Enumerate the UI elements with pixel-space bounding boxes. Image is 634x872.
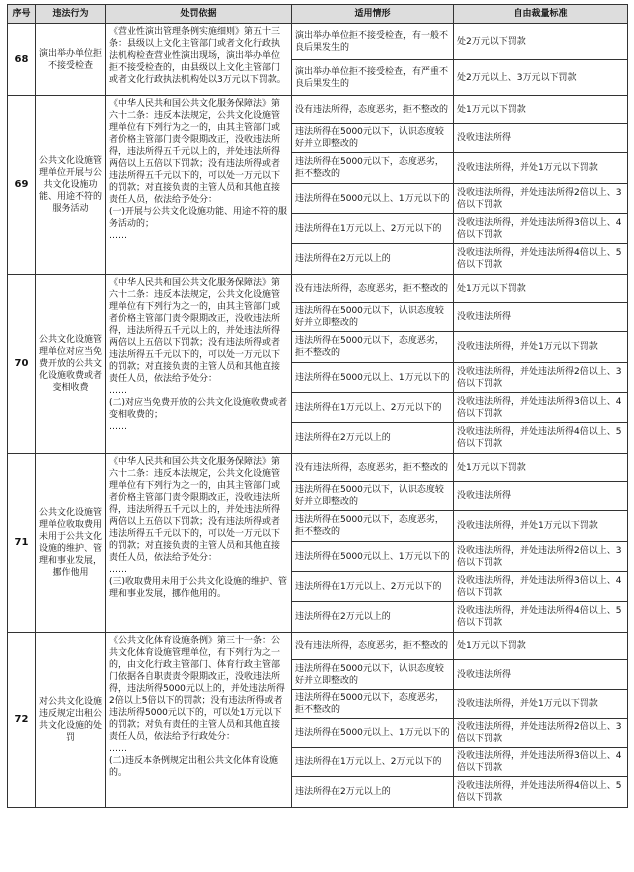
standard-cell: 处1万元以下罚款 xyxy=(454,633,628,660)
table-row xyxy=(8,96,628,124)
standard-cell: 没收违法所得，并处1万元以下罚款 xyxy=(454,332,628,363)
standard-cell: 没收违法所得，并处违法所得2倍以上、3倍以下罚款 xyxy=(454,542,628,572)
standard-cell: 没收违法所得 xyxy=(454,124,628,153)
situation-cell: 没有违法所得，态度恶劣，拒不整改的 xyxy=(292,454,454,482)
standard-cell: 没收违法所得，并处1万元以下罚款 xyxy=(454,153,628,184)
situation-cell: 违法所得在1万元以上、2万元以下的 xyxy=(292,748,454,777)
situation-cell: 演出举办单位拒不接受检查，有严重不良后果发生的 xyxy=(292,60,454,96)
standard-cell: 没收违法所得，并处违法所得4倍以上、5倍以下罚款 xyxy=(454,602,628,633)
legal-basis-cell xyxy=(106,24,292,96)
legal-basis-cell xyxy=(106,275,292,454)
legal-basis-paragraph: 《中华人民共和国公共文化服务保障法》第六十二条：违反本法规定，公共文化设施管理单位有下列行为之一的，由其主管部门或者价格主管部门责令限期改正，没收违法所得，违法所得五千元以上的，并处违法所得两倍以上五倍以下罚款；没有违法所得或者违法所得五千元以下的，可以处一万元以下的罚款；对直接负责的主管人员和其他直接责任人员，依法给予处分： xyxy=(109,99,281,205)
standard-cell: 处1万元以下罚款 xyxy=(454,275,628,303)
situation-cell: 违法所得在2万元以上的 xyxy=(292,602,454,633)
legal-basis-cell xyxy=(106,454,292,633)
situation-cell: 违法所得在5000元以上、1万元以下的 xyxy=(292,719,454,748)
standard-cell: 没收违法所得 xyxy=(454,660,628,690)
violation-cell: 公共文化设施管理单位开展与公共文化设施功能、用途不符的服务活动 xyxy=(36,96,106,275)
violation-cell: 对公共文化设施违反规定出租公共文化设施的处罚 xyxy=(36,633,106,808)
situation-cell: 没有违法所得，态度恶劣，拒不整改的 xyxy=(292,96,454,124)
standard-cell: 没收违法所得，并处违法所得2倍以上、3倍以下罚款 xyxy=(454,363,628,393)
situation-cell: 违法所得在5000元以下，认识态度较好并立即整改的 xyxy=(292,482,454,511)
legal-basis-paragraph: 《中华人民共和国公共文化服务保障法》第六十二条：违反本法规定，公共文化设施管理单位有下列行为之一的，由其主管部门或者价格主管部门责令限期改正，没收违法所得，违法所得五千元以上的，并处违法所得两倍以上五倍以下罚款；没有违法所得或者违法所得五千元以下的，可以处一万元以下的罚款；对直接负责的主管人员和其他直接责任人员，依法给予处分： xyxy=(109,278,281,384)
legal-basis-paragraph: …… xyxy=(109,565,127,575)
situation-cell: 违法所得在5000元以下，态度恶劣，拒不整改的 xyxy=(292,690,454,719)
standard-cell: 没收违法所得，并处违法所得2倍以上、3倍以下罚款 xyxy=(454,719,628,748)
legal-basis-cell xyxy=(106,96,292,275)
table-header-row xyxy=(8,5,628,24)
situation-cell: 违法所得在5000元以下，态度恶劣，拒不整改的 xyxy=(292,332,454,363)
row-number: 68 xyxy=(8,24,36,96)
header-legal-basis: 处罚依据 xyxy=(106,5,292,24)
standard-cell: 没收违法所得，并处违法所得3倍以上、4倍以下罚款 xyxy=(454,393,628,423)
table-body xyxy=(8,24,628,808)
penalty-standards-table xyxy=(7,4,628,808)
header-discretion-standard: 自由裁量标准 xyxy=(454,5,628,24)
header-serial-number: 序号 xyxy=(8,5,36,24)
legal-basis-paragraph: 《中华人民共和国公共文化服务保障法》第六十二条：违反本法规定，公共文化设施管理单位有下列行为之一的，由其主管部门或者价格主管部门责令限期改正，没收违法所得，违法所得五千元以上的，并处违法所得两倍以上五倍以下罚款；没有违法所得或者违法所得五千元以下的，可以处一万元以下的罚款；对直接负责的主管人员和其他直接责任人员，依法给予处分： xyxy=(109,457,281,563)
situation-cell: 违法所得在1万元以上、2万元以下的 xyxy=(292,572,454,602)
legal-basis-paragraph: …… xyxy=(109,744,127,754)
situation-cell: 违法所得在2万元以上的 xyxy=(292,777,454,808)
situation-cell: 违法所得在5000元以下，态度恶劣，拒不整改的 xyxy=(292,511,454,542)
table-row xyxy=(8,454,628,482)
row-number: 71 xyxy=(8,454,36,633)
legal-basis-paragraph: 《营业性演出管理条例实施细则》第五十三条：县级以上文化主管部门或者文化行政执法机构检查营业性演出现场，演出举办单位拒不接受检查的，由县级以上文化主管部门或者文化行政执法机构处以3万元以下罚款。 xyxy=(109,27,286,85)
situation-cell: 违法所得在2万元以上的 xyxy=(292,423,454,454)
situation-cell: 演出举办单位拒不接受检查，有一般不良后果发生的 xyxy=(292,24,454,60)
standard-cell: 没收违法所得，并处违法所得4倍以上、5倍以下罚款 xyxy=(454,244,628,275)
violation-cell: 公共文化设施管理单位对应当免费开放的公共文化设施收费或者变相收费 xyxy=(36,275,106,454)
situation-cell: 违法所得在5000元以下，态度恶劣，拒不整改的 xyxy=(292,153,454,184)
legal-basis-paragraph: 《公共文化体育设施条例》第三十一条：公共文化体育设施管理单位，有下列行为之一的，由文化行政主管部门、体育行政主管部门依据各自职责责令限期改正，没收违法所得，违法所得5000元以上的，并处违法所得2倍以上5倍以下的罚款；没有违法所得或者违法所得5000元以下的，可以处1万元以下的罚款；对负有责任的主管人员和其他直接责任人员，依法给予行政处分： xyxy=(109,636,285,742)
situation-cell: 违法所得在5000元以下，认识态度较好并立即整改的 xyxy=(292,124,454,153)
legal-basis-paragraph: (二)对应当免费开放的公共文化设施收费或者变相收费的； xyxy=(109,398,288,420)
situation-cell: 违法所得在5000元以下，认识态度较好并立即整改的 xyxy=(292,303,454,332)
standard-cell: 处1万元以下罚款 xyxy=(454,96,628,124)
situation-cell: 没有违法所得，态度恶劣，拒不整改的 xyxy=(292,633,454,660)
standard-cell: 没收违法所得，并处1万元以下罚款 xyxy=(454,690,628,719)
standard-cell: 没收违法所得，并处违法所得4倍以上、5倍以下罚款 xyxy=(454,423,628,454)
standard-cell: 处2万元以下罚款 xyxy=(454,24,628,60)
situation-cell: 违法所得在5000元以上、1万元以下的 xyxy=(292,542,454,572)
legal-basis-paragraph: …… xyxy=(109,231,127,241)
legal-basis-paragraph: (二)违反本条例规定出租公共文化体育设施的。 xyxy=(109,756,279,778)
header-violation: 违法行为 xyxy=(36,5,106,24)
legal-basis-paragraph: (一)开展与公共文化设施功能、用途不符的服务活动的； xyxy=(109,207,288,229)
row-number: 72 xyxy=(8,633,36,808)
standard-cell: 没收违法所得，并处违法所得3倍以上、4倍以下罚款 xyxy=(454,214,628,244)
standard-cell: 没收违法所得，并处违法所得2倍以上、3倍以下罚款 xyxy=(454,184,628,214)
table-row xyxy=(8,275,628,303)
situation-cell: 违法所得在1万元以上、2万元以下的 xyxy=(292,393,454,423)
situation-cell: 没有违法所得，态度恶劣，拒不整改的 xyxy=(292,275,454,303)
standard-cell: 没收违法所得 xyxy=(454,303,628,332)
situation-cell: 违法所得在5000元以下，认识态度较好并立即整改的 xyxy=(292,660,454,690)
standard-cell: 没收违法所得，并处违法所得3倍以上、4倍以下罚款 xyxy=(454,748,628,777)
header-applicable-situation: 适用情形 xyxy=(292,5,454,24)
standard-cell: 没收违法所得，并处1万元以下罚款 xyxy=(454,511,628,542)
row-number: 70 xyxy=(8,275,36,454)
situation-cell: 违法所得在5000元以上、1万元以下的 xyxy=(292,184,454,214)
legal-basis-cell xyxy=(106,633,292,808)
table-row xyxy=(8,633,628,660)
situation-cell: 违法所得在2万元以上的 xyxy=(292,244,454,275)
violation-cell: 公共文化设施管理单位收取费用未用于公共文化设施的维护、管理和事业发展，挪作他用 xyxy=(36,454,106,633)
table-row xyxy=(8,24,628,60)
situation-cell: 违法所得在5000元以上、1万元以下的 xyxy=(292,363,454,393)
legal-basis-paragraph: …… xyxy=(109,386,127,396)
legal-basis-paragraph: (三)收取费用未用于公共文化设施的维护、管理和事业发展，挪作他用的。 xyxy=(109,577,288,599)
standard-cell: 没收违法所得，并处违法所得4倍以上、5倍以下罚款 xyxy=(454,777,628,808)
standard-cell: 处2万元以上、3万元以下罚款 xyxy=(454,60,628,96)
standard-cell: 没收违法所得，并处违法所得3倍以上、4倍以下罚款 xyxy=(454,572,628,602)
situation-cell: 违法所得在1万元以上、2万元以下的 xyxy=(292,214,454,244)
violation-cell: 演出举办单位拒不接受检查 xyxy=(36,24,106,96)
standard-cell: 没收违法所得 xyxy=(454,482,628,511)
row-number: 69 xyxy=(8,96,36,275)
standard-cell: 处1万元以下罚款 xyxy=(454,454,628,482)
legal-basis-paragraph: …… xyxy=(109,422,127,432)
